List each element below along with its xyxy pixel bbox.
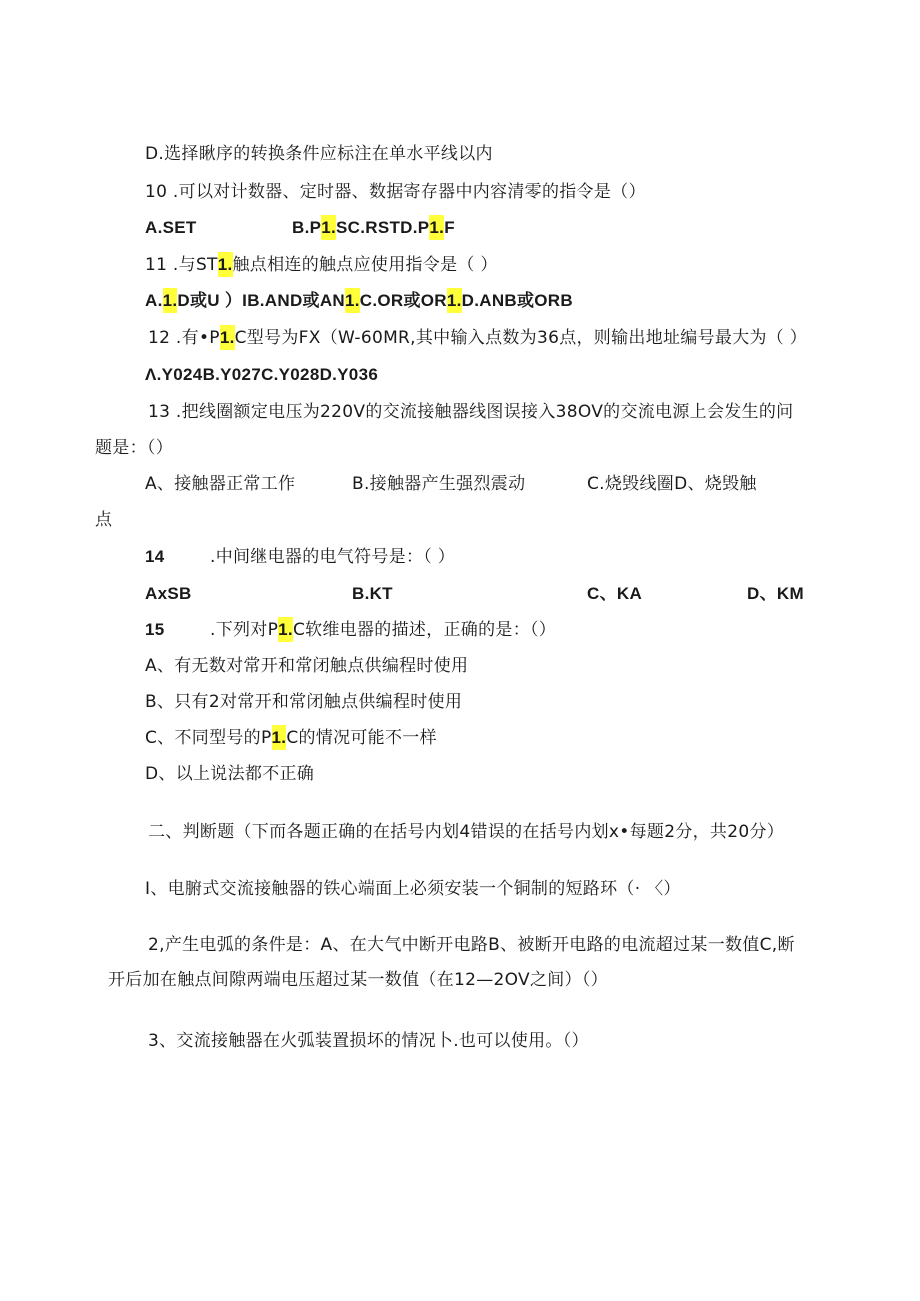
judge-item-1: I、电腑式交流接触器的铁心端面上必须安装一个铜制的短路环（· 〈） — [145, 879, 681, 899]
q14-option-a: AxSB — [145, 584, 192, 603]
judge-item-3: 3、交流接触器在火弧装置损坏的情况卜.也可以使用。（） — [148, 1031, 589, 1051]
highlight: 1. — [272, 725, 287, 750]
highlight: 1. — [278, 617, 293, 642]
highlight: 1. — [447, 288, 462, 313]
judge-item-2-line2: 开后加在触点间隙两端电压超过某一数值（在12—2OV之间）（） — [108, 970, 608, 990]
q14-option-b: B.KT — [352, 584, 393, 603]
q13-option-b: B.接触器产生强烈震动 — [352, 474, 526, 494]
highlight: 1. — [218, 252, 233, 277]
q15-option-a: A、有无数对常开和常闭触点供编程时使用 — [145, 656, 469, 676]
highlight: 1. — [429, 215, 444, 240]
q15-option-b: B、只有2对常开和常闭触点供编程时使用 — [145, 692, 463, 712]
q11-stem: 11 .与ST1.触点相连的触点应使用指令是（ ） — [145, 253, 498, 277]
q9-option-d: D.选择瞅序的转换条件应标注在单水平线以内 — [145, 144, 493, 164]
q13-stem-line1: 13 .把线圈额定电压为220V的交流接触器线图误接入38OV的交流电源上会发生的问 — [148, 402, 794, 422]
q15-option-c: C、不同型号的P1.C的情况可能不一样 — [145, 726, 437, 750]
q14-stem: .中间继电器的电气符号是：（ ） — [210, 547, 456, 567]
q14-number: 14 — [145, 547, 165, 566]
q13-option-a: A、接触器正常工作 — [145, 474, 296, 494]
q13-option-c-d: C.烧毁线圈D、烧毁触 — [587, 474, 757, 494]
q15-option-d: D、以上说法都不正确 — [145, 764, 315, 784]
q14-option-c: C、KA — [587, 584, 643, 603]
q12-options: Λ.Y024B.Y027C.Y028D.Y036 — [145, 365, 379, 384]
q13-option-d-wrap: 点 — [95, 510, 113, 530]
q14-option-d: D、KM — [747, 584, 804, 603]
highlight: 1. — [163, 288, 178, 313]
q10-stem: 10 .可以对计数器、定时器、数据寄存器中内容清零的指令是（） — [145, 182, 646, 202]
highlight: 1. — [321, 215, 336, 240]
section2-title: 二、判断题（下而各题正确的在括号内划4错误的在括号内划x•每题2分，共20分） — [148, 822, 785, 842]
q12-stem: 12 .有•P1.C型号为FX（W-60MR,其中输入点数为36点，则输出地址编号最大为（ ） — [148, 326, 807, 350]
q10-option-a: A.SET — [145, 218, 197, 237]
highlight: 1. — [345, 288, 360, 313]
q11-options: A.1.D或U ）IB.AND或AN1.C.OR或OR1.D.ANB或ORB — [145, 289, 573, 313]
q13-stem-line2: 题是：（） — [95, 438, 173, 458]
q15-stem: .下列对P1.C软维电器的描述，正确的是：（） — [210, 618, 556, 642]
judge-item-2-line1: 2,产生电弧的条件是：A、在大气中断开电路B、被断开电路的电流超过某一数值C,断 — [148, 935, 795, 955]
q10-option-b-d: B.P1.SC.RSTD.P1.F — [292, 216, 455, 240]
highlight: 1. — [220, 325, 235, 350]
q15-number: 15 — [145, 620, 165, 639]
